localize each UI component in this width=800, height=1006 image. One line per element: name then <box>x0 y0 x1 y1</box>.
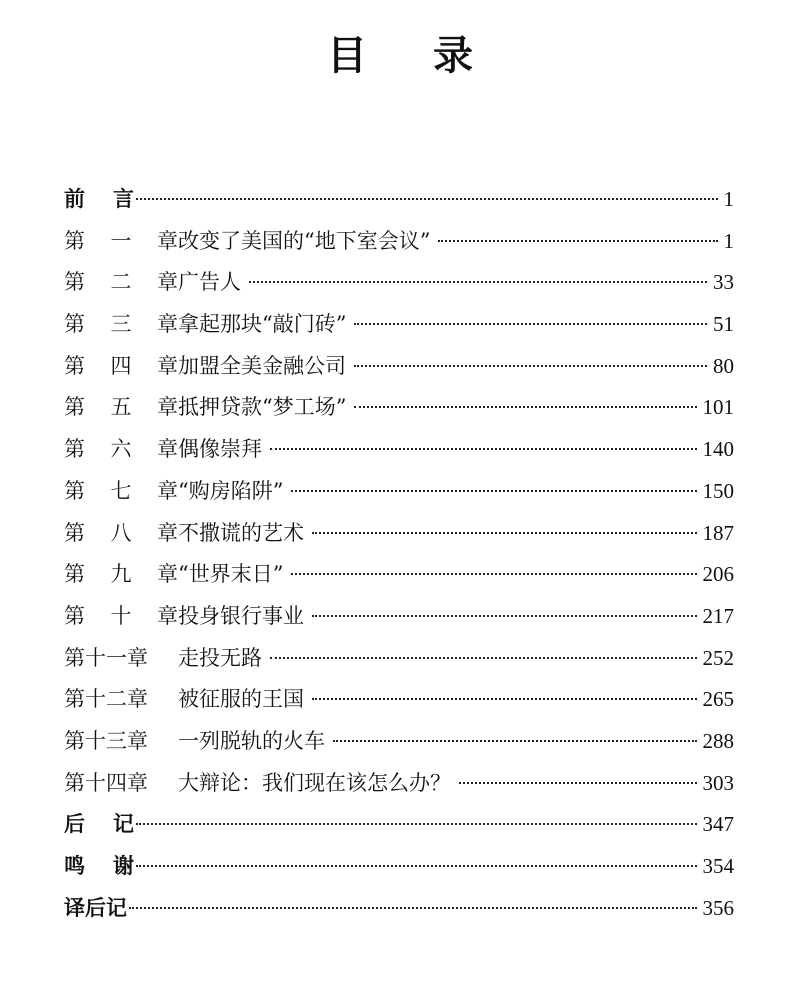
toc-entry <box>64 679 734 721</box>
toc-entry-title: 投身银行事业 <box>178 603 304 628</box>
toc-entry <box>64 596 734 638</box>
toc-entry-page-number: 252 <box>702 645 734 670</box>
toc-entry-page-number: 206 <box>702 562 734 587</box>
dot-leader <box>270 657 697 659</box>
toc-entry <box>64 554 734 596</box>
toc-entry-label-part: 章 <box>157 520 178 545</box>
toc-entry-label-part: 第十三章 <box>64 728 148 753</box>
toc-entry-label-part: 谢 <box>113 854 134 878</box>
toc-entry-label <box>64 554 178 596</box>
toc-entry-label-part: 第 <box>64 228 85 253</box>
toc-entry <box>64 221 734 263</box>
toc-entry-label <box>64 638 178 680</box>
dot-leader <box>354 406 696 408</box>
toc-entry <box>64 721 734 763</box>
dot-leader <box>291 490 696 492</box>
toc-entry-page-number: 150 <box>702 478 734 503</box>
dot-leader <box>312 532 697 534</box>
toc-entry-page-number: 354 <box>702 854 734 878</box>
toc-entry-label <box>64 596 178 638</box>
toc-entry <box>64 471 734 513</box>
toc-entry-label-part: 十 <box>110 603 132 628</box>
toc-entry-label-part: 第 <box>64 270 85 295</box>
toc-entry-page-number: 265 <box>702 687 734 712</box>
page-title: 目 录 <box>327 33 499 79</box>
toc-entry-label-part: 第 <box>64 395 85 420</box>
toc-entry-label-part: 第 <box>64 520 85 545</box>
toc-entry <box>64 179 734 221</box>
toc-entry-page-number: 347 <box>702 812 734 837</box>
toc-entry-title: “世界末日” <box>178 562 284 587</box>
toc-entry-page-number: 101 <box>702 395 734 420</box>
toc-entry-title: 广告人 <box>178 270 241 295</box>
toc-entry-label <box>64 179 134 221</box>
toc-entry-label-part: 六 <box>110 437 132 462</box>
toc-entry-page-number: 80 <box>713 353 734 378</box>
toc-entry-label <box>64 721 178 763</box>
toc-entry-label <box>64 221 178 263</box>
toc-entry <box>64 763 734 805</box>
toc-entry-label-part: 九 <box>110 562 132 587</box>
dot-leader <box>312 615 697 617</box>
toc-entry-label-part: 第 <box>64 603 85 628</box>
toc-entry-label-part: 译后记 <box>64 895 127 920</box>
toc-entry-label-part: 三 <box>110 312 132 337</box>
toc-entry-label-part: 章 <box>157 395 178 420</box>
toc-entry-label-part: 八 <box>110 520 132 545</box>
dot-leader <box>333 740 697 742</box>
toc-entry-label-part: 章 <box>157 270 178 295</box>
toc-entry <box>64 346 734 388</box>
toc-entry <box>64 888 734 930</box>
dot-leader <box>312 698 697 700</box>
dot-leader <box>249 281 707 283</box>
toc-entry-label-part: 四 <box>110 353 132 378</box>
toc-entry-page-number: 288 <box>702 728 734 753</box>
toc-entry-label-part: 第 <box>64 478 85 503</box>
toc-entry-label <box>64 262 178 304</box>
toc-entry-label-part: 章 <box>157 478 178 503</box>
toc-entry-label <box>64 679 178 721</box>
toc-entry-title: 改变了美国的“地下室会议” <box>178 228 431 253</box>
table-of-contents <box>64 179 734 929</box>
dot-leader <box>136 823 697 825</box>
toc-entry-label-part: 章 <box>157 228 178 253</box>
toc-entry-label-part: 章 <box>157 353 178 378</box>
toc-entry-page-number: 217 <box>702 603 734 628</box>
toc-entry-label-part: 一 <box>110 228 132 253</box>
toc-entry-title: 加盟全美金融公司 <box>178 353 346 378</box>
toc-entry-label <box>64 888 127 930</box>
toc-entry-page-number: 140 <box>702 437 734 462</box>
toc-entry-label-part: 第 <box>64 312 85 337</box>
toc-entry-label-part: 五 <box>110 395 132 420</box>
toc-entry-label <box>64 387 178 429</box>
toc-entry <box>64 387 734 429</box>
dot-leader <box>459 782 697 784</box>
toc-entry-label-part: 前 <box>64 187 85 211</box>
toc-entry-title: 被征服的王国 <box>178 687 304 712</box>
toc-entry-page-number: 187 <box>702 520 734 545</box>
toc-entry-label <box>64 346 178 388</box>
dot-leader <box>354 365 707 367</box>
toc-entry-label-part: 章 <box>157 562 178 587</box>
dot-leader <box>270 448 697 450</box>
toc-entry-label <box>64 846 134 888</box>
toc-entry-title: 走投无路 <box>178 645 262 670</box>
toc-entry-label-part: 章 <box>157 312 178 337</box>
toc-entry-label <box>64 804 134 846</box>
toc-entry <box>64 304 734 346</box>
toc-entry-label-part: 第 <box>64 437 85 462</box>
toc-entry-label-part: 记 <box>113 812 134 837</box>
dot-leader <box>129 907 697 909</box>
toc-entry <box>64 513 734 555</box>
toc-entry-label-part: 第十一章 <box>64 645 148 670</box>
toc-entry-page-number: 51 <box>713 312 734 337</box>
toc-entry-label-part: 第十二章 <box>64 687 148 712</box>
dot-leader <box>438 240 717 242</box>
toc-entry-title: 偶像崇拜 <box>178 437 262 462</box>
dot-leader <box>136 865 697 867</box>
toc-entry-title: 拿起那块“敲门砖” <box>178 312 347 337</box>
toc-entry-page-number: 1 <box>723 228 734 253</box>
dot-leader <box>354 323 707 325</box>
toc-entry-label-part: 第 <box>64 562 85 587</box>
toc-entry-page-number: 356 <box>702 895 734 920</box>
toc-entry <box>64 804 734 846</box>
toc-entry-label-part: 二 <box>110 270 132 295</box>
toc-entry-title: 大辩论：我们现在该怎么办？ <box>178 770 451 795</box>
toc-entry <box>64 429 734 471</box>
toc-entry <box>64 846 734 888</box>
toc-entry-label-part: 第十四章 <box>64 770 148 795</box>
toc-entry <box>64 262 734 304</box>
toc-entry-page-number: 33 <box>713 270 734 295</box>
toc-entry-label-part: 七 <box>110 478 132 503</box>
toc-entry-label-part: 鸣 <box>64 854 85 878</box>
toc-entry-label-part: 章 <box>157 603 178 628</box>
dot-leader <box>136 198 718 200</box>
toc-entry-label-part: 言 <box>113 187 134 211</box>
toc-entry-label <box>64 304 178 346</box>
dot-leader <box>291 573 696 575</box>
toc-entry-label <box>64 471 178 513</box>
toc-entry-title: 抵押贷款“梦工场” <box>178 395 347 420</box>
toc-entry-title: 一列脱轨的火车 <box>178 728 325 753</box>
toc-entry-label-part: 第 <box>64 353 85 378</box>
toc-entry-page-number: 303 <box>702 770 734 795</box>
toc-entry <box>64 638 734 680</box>
toc-entry-page-number: 1 <box>723 187 734 211</box>
toc-entry-label-part: 章 <box>157 437 178 462</box>
toc-entry-label <box>64 429 178 471</box>
toc-entry-title: 不撒谎的艺术 <box>178 520 304 545</box>
toc-entry-label <box>64 513 178 555</box>
toc-entry-label <box>64 763 178 805</box>
toc-entry-title: “购房陷阱” <box>178 478 284 503</box>
toc-entry-label-part: 后 <box>64 812 85 837</box>
